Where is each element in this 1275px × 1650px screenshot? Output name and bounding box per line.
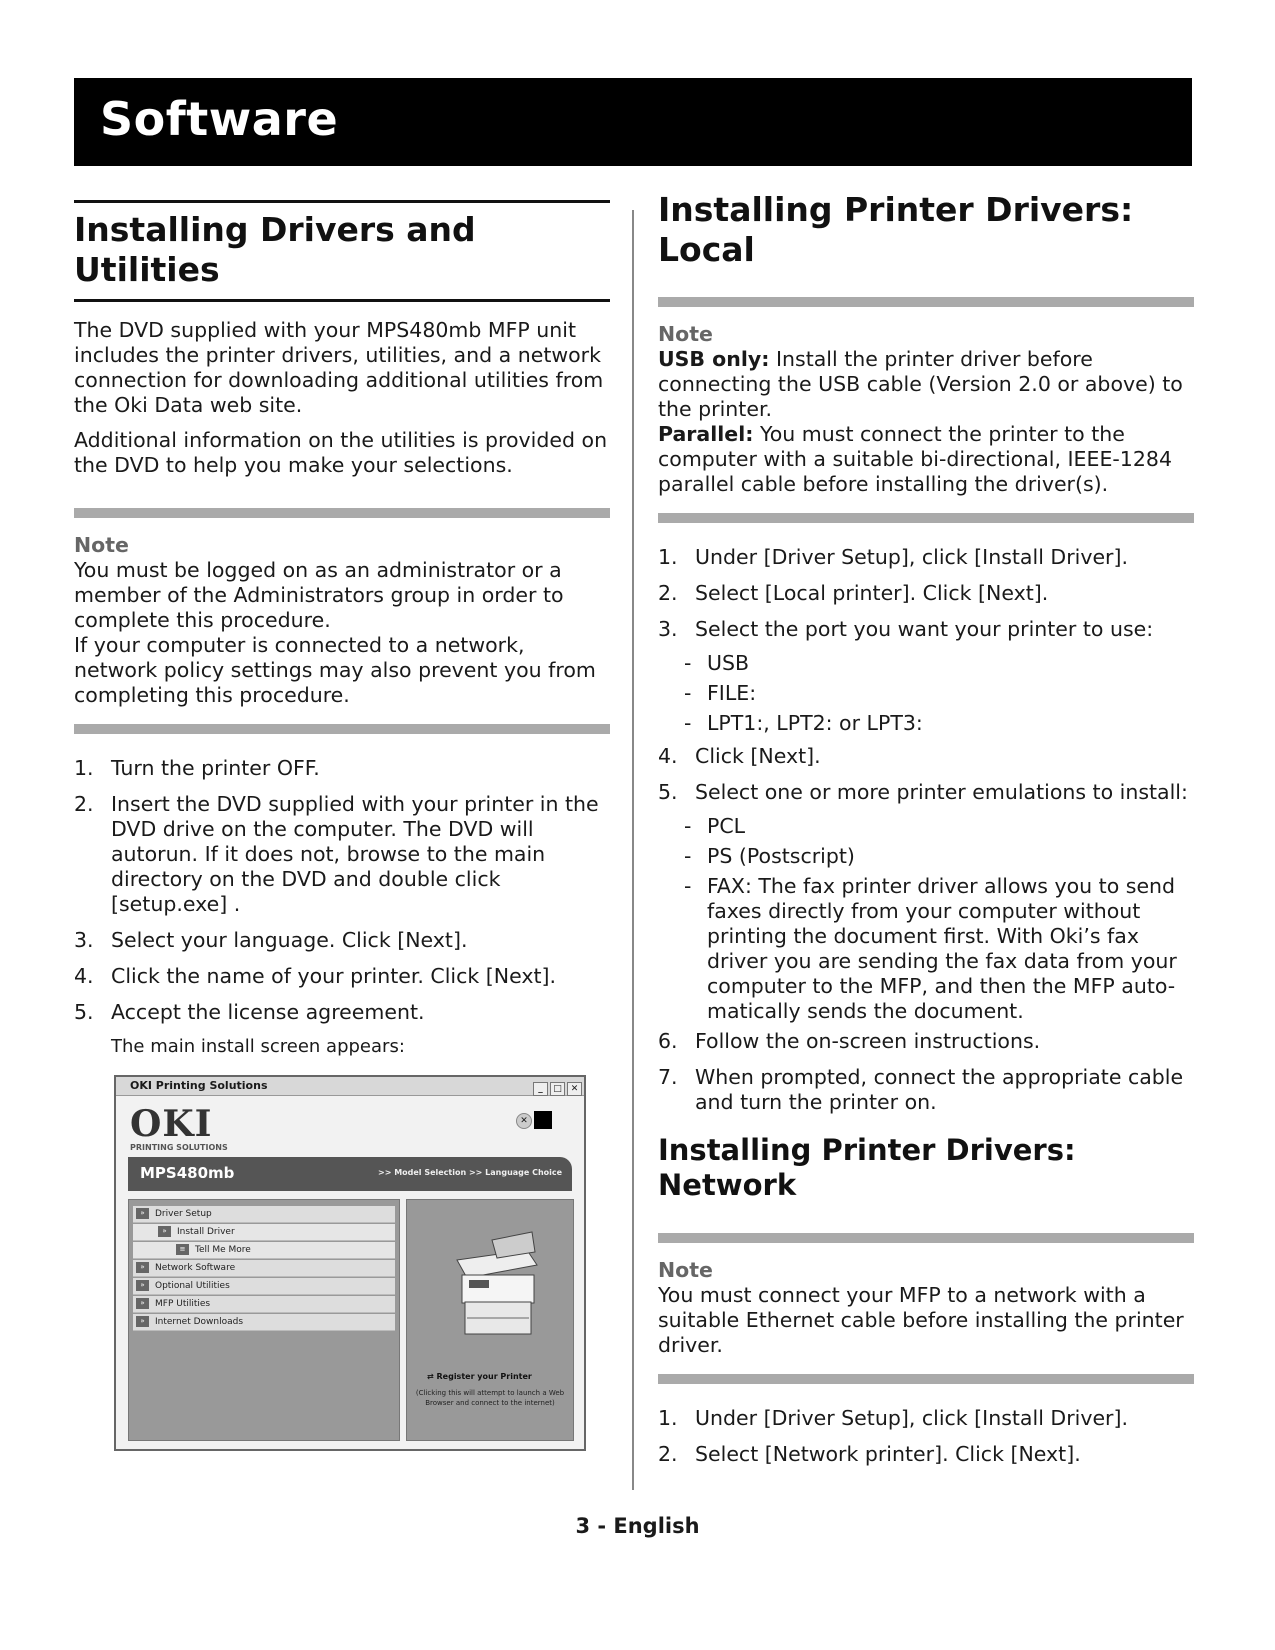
chevron-right-icon: » <box>158 1226 171 1237</box>
parallel-lead: Parallel: <box>658 422 754 446</box>
list-item <box>658 1065 1194 1115</box>
setup-menu <box>128 1199 400 1441</box>
step-text: Turn the printer OFF. <box>111 756 320 780</box>
step-number: 4. <box>74 964 94 988</box>
register-note: (Clicking this will attempt to launch a Web Browser and connect to the internet) <box>415 1389 565 1407</box>
section-banner <box>74 78 1192 166</box>
note-label: Note <box>74 533 129 557</box>
step-number: 3. <box>74 928 94 952</box>
note-rule-top <box>658 1233 1194 1243</box>
step-text: Select [Local printer]. Click [Next]. <box>695 581 1049 605</box>
model-bar <box>128 1157 572 1191</box>
heading-rule-top <box>74 200 610 203</box>
list-item <box>658 780 1194 805</box>
port-option: USB <box>707 651 750 675</box>
note-line-1: You must be logged on as an administrator or a member of the Administrators group in order to complete this procedure. <box>74 558 564 632</box>
list-item: - PCL <box>684 814 746 838</box>
chevron-right-icon: » <box>136 1316 149 1327</box>
step-text: Accept the license agreement. <box>111 1000 425 1024</box>
port-option: FILE: <box>707 681 757 705</box>
window-buttons <box>531 1079 582 1097</box>
local-steps-list <box>658 545 1194 642</box>
port-options-list <box>658 651 1194 736</box>
model-name: MPS480mb <box>140 1164 235 1182</box>
step-number: 2. <box>658 1442 678 1466</box>
logo-subtitle: PRINTING SOLUTIONS <box>130 1143 228 1152</box>
list-item: - USB <box>684 651 750 675</box>
window-titlebar <box>116 1077 584 1096</box>
column-divider <box>632 210 634 1490</box>
list-item <box>658 617 1194 642</box>
install-screen-screenshot <box>114 1075 586 1451</box>
register-icon: ⇄ <box>427 1372 437 1381</box>
window-title: OKI Printing Solutions <box>130 1079 268 1092</box>
square-icon <box>534 1111 552 1129</box>
step-text: Insert the DVD supplied with your printer in the DVD drive on the computer. The DVD will autorun. If it does not, browse to the main directory on the DVD and double click [setup.exe] . <box>111 792 599 916</box>
network-note-text: You must connect your MFP to a network with a suitable Ethernet cable before installing the printer driver. <box>658 1283 1184 1357</box>
step-text: Select your language. Click [Next]. <box>111 928 468 952</box>
menu-item-label: Driver Setup <box>155 1209 212 1219</box>
step-text: Select [Network printer]. Click [Next]. <box>695 1442 1081 1466</box>
section-heading-local: Installing Printer Drivers: Local <box>658 190 1134 269</box>
section-heading-network: Installing Printer Drivers: Network <box>658 1133 1076 1202</box>
minimize-icon: _ <box>533 1082 548 1096</box>
step-number: 1. <box>658 1406 678 1430</box>
note-line-2: If your computer is connected to a network, network policy settings may also prevent you from completing this procedure. <box>74 633 596 707</box>
note-rule-top <box>74 508 610 518</box>
step-text: Under [Driver Setup], click [Install Driver]. <box>695 1406 1129 1430</box>
usb-note <box>658 347 1194 422</box>
register-printer-link: ⇄ Register your Printer <box>427 1372 532 1381</box>
list-item: - FAX: The fax printer driver allows you to send faxes directly from your computer without printing the document first. With Oki’s fax driver you are sending the fax data from your computer to the MFP, and then the MFP auto-matically sends the document. <box>684 874 1177 1023</box>
step-number: 6. <box>658 1029 678 1053</box>
chevron-right-icon: » <box>136 1280 149 1291</box>
step-text: When prompted, connect the appropriate cable and turn the printer on. <box>695 1065 1184 1114</box>
step-number: 1. <box>658 545 678 569</box>
emulation-option: FAX: The fax printer driver allows you to send faxes directly from your computer without printing the document first. With Oki’s fax driver you are sending the fax data from your computer to the MFP, and then the MFP auto-matically sends the document. <box>707 874 1177 1023</box>
menu-item-driver-setup <box>133 1206 395 1223</box>
menu-item-tell-me-more <box>133 1242 395 1259</box>
list-item <box>74 928 610 953</box>
emulation-options-list <box>658 814 1194 1024</box>
note-rule-bottom <box>658 513 1194 523</box>
chevron-right-icon: » <box>136 1298 149 1309</box>
list-item <box>658 1029 1194 1054</box>
step-text: Select the port you want your printer to use: <box>695 617 1154 641</box>
menu-item-mfp-utilities <box>133 1296 395 1313</box>
menu-item-internet-downloads <box>133 1314 395 1331</box>
usb-lead: USB only: <box>658 347 770 371</box>
list-item: - PS (Postscript) <box>684 844 855 868</box>
oki-logo: OKI <box>130 1103 213 1145</box>
maximize-icon: □ <box>550 1082 565 1096</box>
step-number: 3. <box>658 617 678 641</box>
step-number: 1. <box>74 756 94 780</box>
step-text: Under [Driver Setup], click [Install Driver]. <box>695 545 1129 569</box>
step-number: 4. <box>658 744 678 768</box>
intro-paragraph-2: Additional information on the utilities is provided on the DVD to help you make your selections. <box>74 428 608 477</box>
note-label: Note <box>658 1258 713 1282</box>
intro-paragraph-1: The DVD supplied with your MPS480mb MFP unit includes the printer drivers, utilities, and a network connection for downloading additional utilities from the Oki Data web site. <box>74 318 604 417</box>
list-item: - LPT1:, LPT2: or LPT3: <box>684 711 923 735</box>
step-text: Select one or more printer emulations to install: <box>695 780 1188 804</box>
left-column <box>74 200 610 1451</box>
emulation-option: PS (Postscript) <box>707 844 855 868</box>
step-number: 5. <box>74 1000 94 1024</box>
menu-item-optional-utilities <box>133 1278 395 1295</box>
chevron-right-icon: » <box>136 1208 149 1219</box>
list-item <box>74 964 610 989</box>
note-rule-bottom <box>74 724 610 734</box>
emulation-option: PCL <box>707 814 746 838</box>
menu-item-network-software <box>133 1260 395 1277</box>
note-rule-top <box>658 297 1194 307</box>
info-icon: ≡ <box>176 1244 189 1255</box>
parallel-text: You must connect the printer to the computer with a suitable bi-directional, IEEE-1284 parallel cable before installing the driver(s). <box>658 422 1172 496</box>
local-steps-list-cont <box>658 744 1194 805</box>
step-text: Click the name of your printer. Click [Next]. <box>111 964 557 988</box>
close-icon: ✕ <box>567 1082 582 1096</box>
list-item <box>74 1000 610 1025</box>
step-text: Click [Next]. <box>695 744 821 768</box>
step-number: 7. <box>658 1065 678 1089</box>
menu-item-label: Optional Utilities <box>155 1281 230 1291</box>
local-steps-list-end <box>658 1029 1194 1115</box>
list-item <box>658 581 1194 606</box>
parallel-note <box>658 422 1194 497</box>
chevron-right-icon: » <box>136 1262 149 1273</box>
menu-item-label: Network Software <box>155 1263 236 1273</box>
menu-item-label: Install Driver <box>177 1227 235 1237</box>
step-text: Follow the on-screen instructions. <box>695 1029 1041 1053</box>
list-item <box>658 744 1194 769</box>
list-item <box>74 792 610 917</box>
list-item <box>658 1442 1194 1467</box>
heading-rule-bottom <box>74 299 610 302</box>
list-item <box>658 1406 1194 1431</box>
list-item: - FILE: <box>684 681 757 705</box>
note-rule-bottom <box>658 1374 1194 1384</box>
printer-panel <box>406 1199 574 1441</box>
list-item <box>74 756 610 781</box>
install-screen-caption: The main install screen appears: <box>111 1036 405 1057</box>
section-heading-drivers-utilities: Installing Drivers and Utilities <box>74 210 476 289</box>
list-item <box>658 545 1194 570</box>
menu-item-label: Tell Me More <box>195 1245 251 1255</box>
menu-item-install-driver <box>133 1224 395 1241</box>
step-number: 2. <box>74 792 94 816</box>
step-number: 2. <box>658 581 678 605</box>
note-label: Note <box>658 322 713 346</box>
step-number: 5. <box>658 780 678 804</box>
usb-text: Install the printer driver before connecting the USB cable (Version 2.0 or above) to the printer. <box>658 347 1183 421</box>
close-circle-icon: ✕ <box>516 1113 532 1129</box>
network-steps-list <box>658 1406 1194 1467</box>
menu-item-label: Internet Downloads <box>155 1317 244 1327</box>
right-column <box>658 190 1194 1467</box>
install-steps-list <box>74 756 610 1025</box>
banner-title: Software <box>100 92 339 146</box>
menu-item-label: MFP Utilities <box>155 1299 211 1309</box>
page-footer: 3 - English <box>575 1514 700 1538</box>
port-option: LPT1:, LPT2: or LPT3: <box>707 711 923 735</box>
printer-icon <box>437 1220 547 1340</box>
breadcrumb: >> Model Selection >> Language Choice <box>378 1168 563 1177</box>
